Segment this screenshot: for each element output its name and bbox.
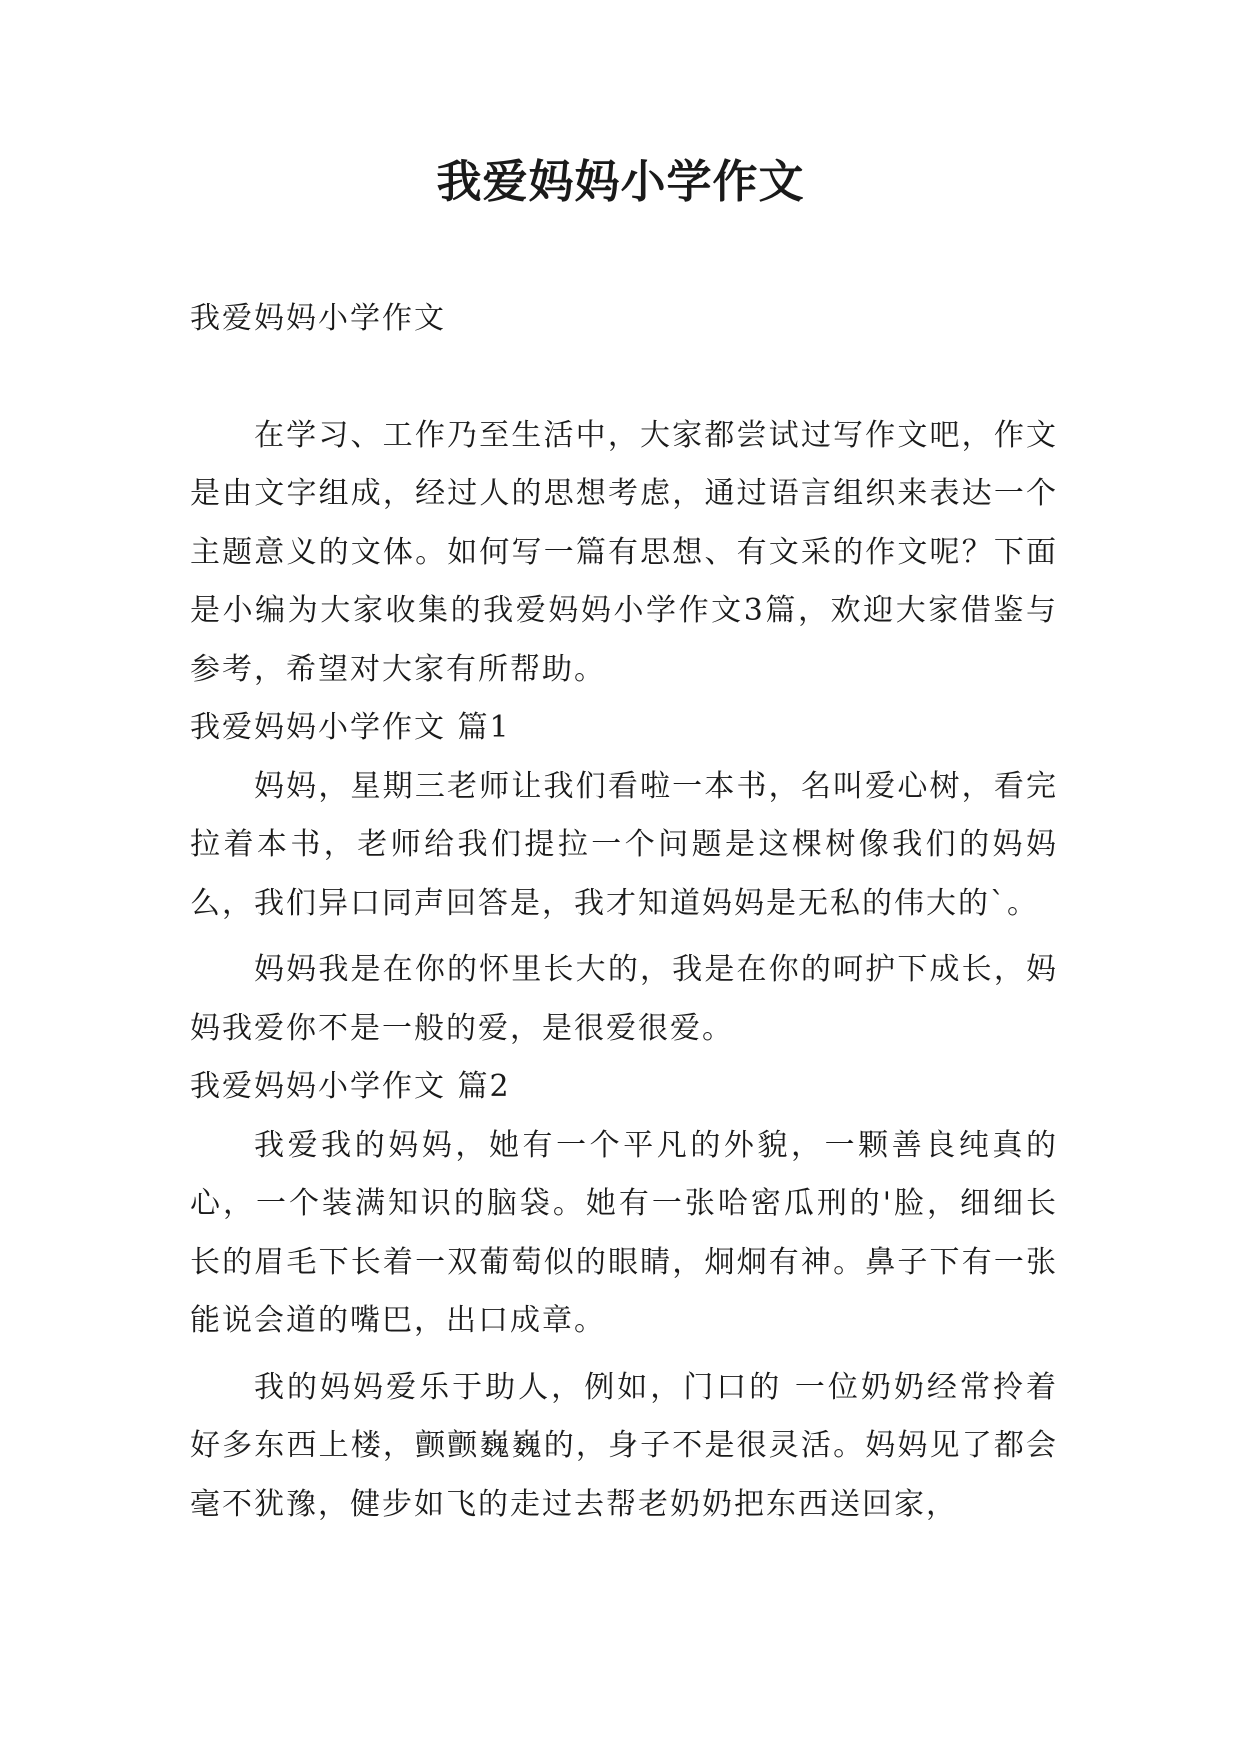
document-subtitle: 我爱妈妈小学作文 [190,301,446,336]
intro-paragraph: 在学习、工作乃至生活中，大家都尝试过写作文吧，作文是由文字组成，经过人的思想考虑，通过语言组织来表达一个主题意义的文体。如何写一篇有思想、有文采的作文呢？下面是小编为大家收集的我爱妈妈小学作文3篇，欢迎大家借鉴与参考，希望对大家有所帮助。 [190,417,1058,687]
section-1-paragraph-2: 妈妈我是在你的怀里长大的，我是在你的呵护下成长，妈妈我爱你不是一般的爱，是很爱很爱。 [190,952,1058,1046]
section-1-paragraph-1: 妈妈，星期三老师让我们看啦一本书，名叫爱心树，看完拉着本书，老师给我们提拉一个问题是这棵树像我们的妈妈么，我们异口同声回答是，我才知道妈妈是无私的伟大的`。 [190,768,1058,921]
section-heading-1: 我爱妈妈小学作文 篇1 [190,710,511,745]
section-heading-2: 我爱妈妈小学作文 篇2 [190,1069,511,1104]
section-2-paragraph-1: 我爱我的妈妈，她有一个平凡的外貌，一颗善良纯真的心，一个装满知识的脑袋。她有一张哈密瓜刑的'脸，细细长长的眉毛下长着一双葡萄似的眼睛，炯炯有神。鼻子下有一张能说会道的嘴巴，出口成章。 [190,1127,1058,1338]
document-title: 我爱妈妈小学作文 [436,155,805,208]
section-2-paragraph-2: 我的妈妈爱乐于助人，例如，门口的 一位奶奶经常拎着好多东西上楼，颤颤巍巍的，身子不是很灵活。妈妈见了都会毫不犹豫，健步如飞的走过去帮老奶奶把东西送回家， [190,1369,1058,1522]
document-body [190,290,1058,1534]
